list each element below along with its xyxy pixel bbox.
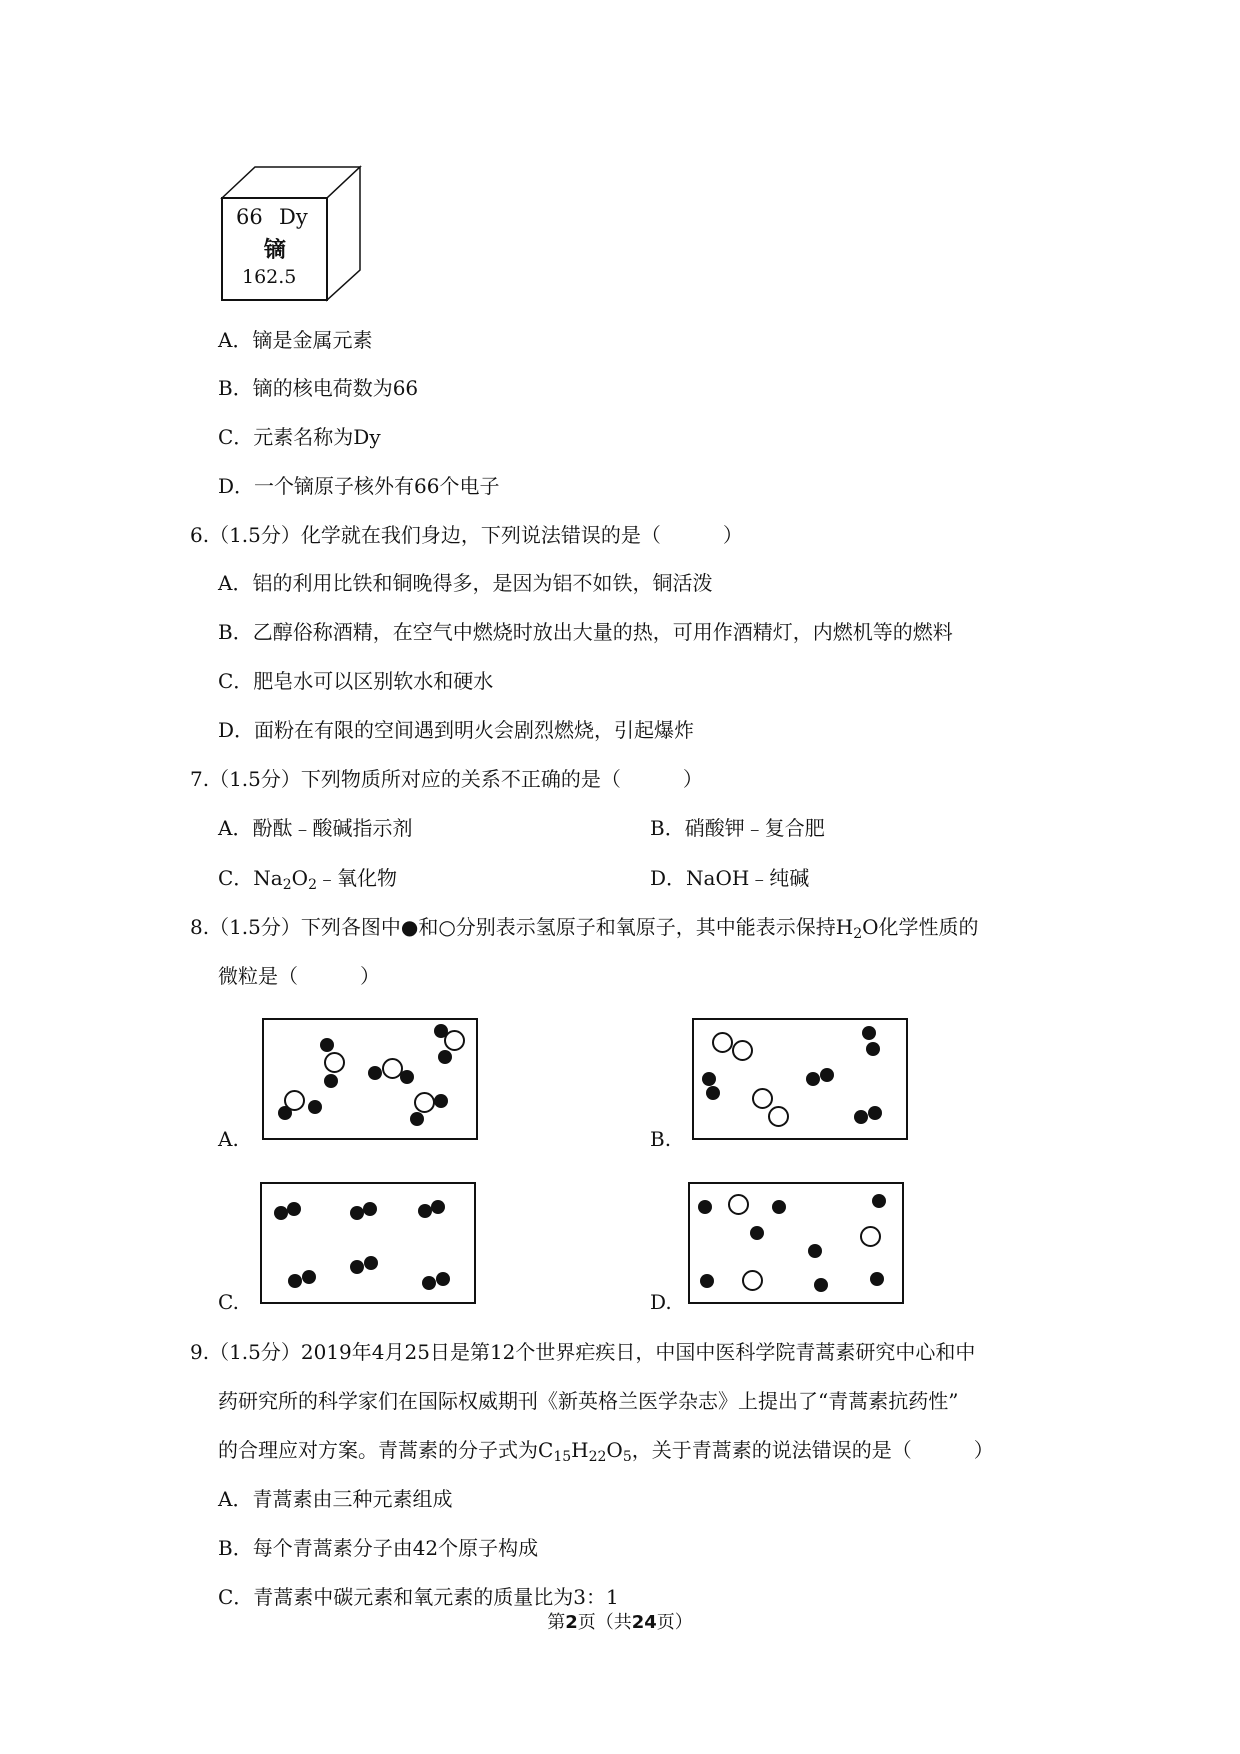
q9-line-1: 9.（1.5分）2019年4月25日是第12个世界疟疾日，中国中医科学院青蒿素研究中心和中 bbox=[190, 1340, 976, 1364]
hydrogen-atom bbox=[854, 1110, 868, 1124]
hydrogen-atom bbox=[866, 1042, 880, 1056]
q8-label-d: D. bbox=[650, 1290, 672, 1314]
oxygen-atom bbox=[444, 1030, 465, 1051]
q7-option-b: B．硝酸钾﹣复合肥 bbox=[650, 816, 825, 840]
q8-stem-line2 bbox=[218, 962, 380, 990]
subscript: 5 bbox=[622, 1449, 632, 1465]
q7-c-text: C．Na bbox=[218, 866, 283, 890]
q7-c-text: ﹣氧化物 bbox=[316, 866, 397, 890]
q9-text: 的合理应对方案。青蒿素的分子式为C bbox=[218, 1438, 554, 1462]
hydrogen-atom bbox=[422, 1276, 436, 1290]
hydrogen-atom bbox=[287, 1202, 301, 1216]
hydrogen-atom bbox=[870, 1272, 884, 1286]
q6-option-c: C．肥皂水可以区别软水和硬水 bbox=[218, 669, 494, 693]
close-paren: ） bbox=[722, 523, 743, 547]
q6-option-d: D．面粉在有限的空间遇到明火会剧烈燃烧，引起爆炸 bbox=[218, 718, 695, 742]
q5-option-b: B．镝的核电荷数为66 bbox=[218, 376, 419, 400]
hydrogen-atom bbox=[772, 1200, 786, 1214]
hydrogen-atom bbox=[706, 1086, 720, 1100]
q9-text: H bbox=[571, 1438, 589, 1462]
hydrogen-atom bbox=[698, 1200, 712, 1214]
hydrogen-atom bbox=[364, 1256, 378, 1270]
q8-diagram-a bbox=[262, 1018, 478, 1140]
hydrogen-atom bbox=[702, 1072, 716, 1086]
hydrogen-atom bbox=[410, 1112, 424, 1126]
hydrogen-atom bbox=[820, 1068, 834, 1082]
subscript: 15 bbox=[553, 1449, 572, 1465]
hydrogen-atom bbox=[274, 1206, 288, 1220]
oxygen-atom bbox=[768, 1106, 789, 1127]
hydrogen-atom bbox=[288, 1274, 302, 1288]
q8-diagram-b bbox=[692, 1018, 908, 1140]
q8-label-b: B. bbox=[650, 1127, 672, 1151]
hydrogen-atom bbox=[350, 1206, 364, 1220]
hydrogen-atom bbox=[324, 1074, 338, 1088]
hydrogen-atom bbox=[308, 1100, 322, 1114]
q7-option-d: D．NaOH﹣纯碱 bbox=[650, 866, 810, 890]
hydrogen-atom bbox=[368, 1066, 382, 1080]
element-card bbox=[220, 165, 365, 305]
q8-label-c: C. bbox=[218, 1290, 239, 1314]
close-paren: ） bbox=[682, 767, 703, 791]
subscript: 22 bbox=[588, 1449, 607, 1465]
footer-text: 页（共 bbox=[577, 1612, 632, 1633]
hydrogen-atom bbox=[400, 1070, 414, 1084]
element-symbol: Dy bbox=[279, 205, 308, 229]
oxygen-atom bbox=[732, 1040, 753, 1061]
q8-label-a: A. bbox=[218, 1127, 239, 1151]
footer-text: 第 bbox=[547, 1612, 566, 1633]
q5-option-a: A．镝是金属元素 bbox=[218, 328, 373, 352]
footer-text: 页） bbox=[656, 1612, 693, 1633]
oxygen-atom bbox=[742, 1270, 763, 1291]
element-name: 镝 bbox=[264, 237, 287, 263]
hydrogen-atom bbox=[418, 1204, 432, 1218]
q8-stem-text: O化学性质的 bbox=[862, 915, 979, 939]
q9-option-b: B．每个青蒿素分子由42个原子构成 bbox=[218, 1536, 539, 1560]
q7-stem-text: 7.（1.5分）下列物质所对应的关系不正确的是（ bbox=[190, 767, 621, 791]
hydrogen-atom bbox=[750, 1226, 764, 1240]
oxygen-atom bbox=[414, 1092, 435, 1113]
total-pages: 24 bbox=[631, 1612, 657, 1633]
q7-c-text: O bbox=[291, 866, 309, 890]
oxygen-atom bbox=[324, 1052, 345, 1073]
hydrogen-atom bbox=[431, 1200, 445, 1214]
q8-diagram-c bbox=[260, 1182, 476, 1304]
q8-stem bbox=[190, 913, 979, 941]
hydrogen-atom bbox=[434, 1094, 448, 1108]
page-number: 2 bbox=[565, 1612, 578, 1633]
q5-option-c: C．元素名称为Dy bbox=[218, 425, 381, 449]
hydrogen-atom bbox=[320, 1038, 334, 1052]
q7-option-c bbox=[218, 864, 397, 892]
hydrogen-atom bbox=[438, 1050, 452, 1064]
q9-text: O bbox=[606, 1438, 623, 1462]
q6-option-a: A．铝的利用比铁和铜晚得多，是因为铝不如铁，铜活泼 bbox=[218, 571, 713, 595]
close-paren: ） bbox=[360, 964, 380, 988]
q8-diagram-d bbox=[688, 1182, 904, 1304]
subscript: 2 bbox=[308, 877, 317, 893]
hydrogen-atom bbox=[350, 1260, 364, 1274]
q5-option-d: D．一个镝原子核外有66个电子 bbox=[218, 474, 500, 498]
hydrogen-atom bbox=[814, 1278, 828, 1292]
hydrogen-atom bbox=[808, 1244, 822, 1258]
q7-stem bbox=[190, 765, 703, 793]
close-paren: ） bbox=[973, 1438, 994, 1462]
q6-stem bbox=[190, 521, 743, 549]
hydrogen-atom bbox=[806, 1072, 820, 1086]
q6-option-b: B．乙醇俗称酒精，在空气中燃烧时放出大量的热，可用作酒精灯，内燃机等的燃料 bbox=[218, 620, 953, 644]
q9-option-c: C．青蒿素中碳元素和氧元素的质量比为3：1 bbox=[218, 1585, 619, 1609]
subscript: 2 bbox=[282, 877, 292, 893]
hydrogen-atom bbox=[868, 1106, 882, 1120]
hydrogen-atom bbox=[700, 1274, 714, 1288]
element-mass: 162.5 bbox=[242, 266, 297, 288]
hydrogen-atom bbox=[862, 1026, 876, 1040]
q7-option-a: A．酚酞﹣酸碱指示剂 bbox=[218, 816, 413, 840]
oxygen-atom bbox=[752, 1088, 773, 1109]
hydrogen-atom bbox=[436, 1272, 450, 1286]
element-atomic-number: 66 bbox=[236, 205, 263, 229]
q8-stem-text: 8.（1.5分）下列各图中●和○分别表示氢原子和氧原子，其中能表示保持H bbox=[190, 915, 854, 939]
hydrogen-atom bbox=[872, 1194, 886, 1208]
oxygen-atom bbox=[860, 1226, 881, 1247]
hydrogen-atom bbox=[278, 1106, 292, 1120]
oxygen-atom bbox=[712, 1032, 733, 1053]
q8-stem-text: 微粒是（ bbox=[218, 964, 298, 988]
q6-stem-text: 6.（1.5分）化学就在我们身边，下列说法错误的是（ bbox=[190, 523, 661, 547]
q9-line-3 bbox=[218, 1436, 994, 1464]
hydrogen-atom bbox=[363, 1202, 377, 1216]
q9-option-a: A．青蒿素由三种元素组成 bbox=[218, 1487, 453, 1511]
subscript: 2 bbox=[853, 926, 863, 942]
q9-text: ，关于青蒿素的说法错误的是（ bbox=[631, 1438, 912, 1462]
q9-line-2: 药研究所的科学家们在国际权威期刊《新英格兰医学杂志》上提出了“青蒿素抗药性” bbox=[218, 1389, 959, 1413]
page-footer bbox=[0, 1608, 1240, 1634]
oxygen-atom bbox=[728, 1194, 749, 1215]
hydrogen-atom bbox=[302, 1270, 316, 1284]
